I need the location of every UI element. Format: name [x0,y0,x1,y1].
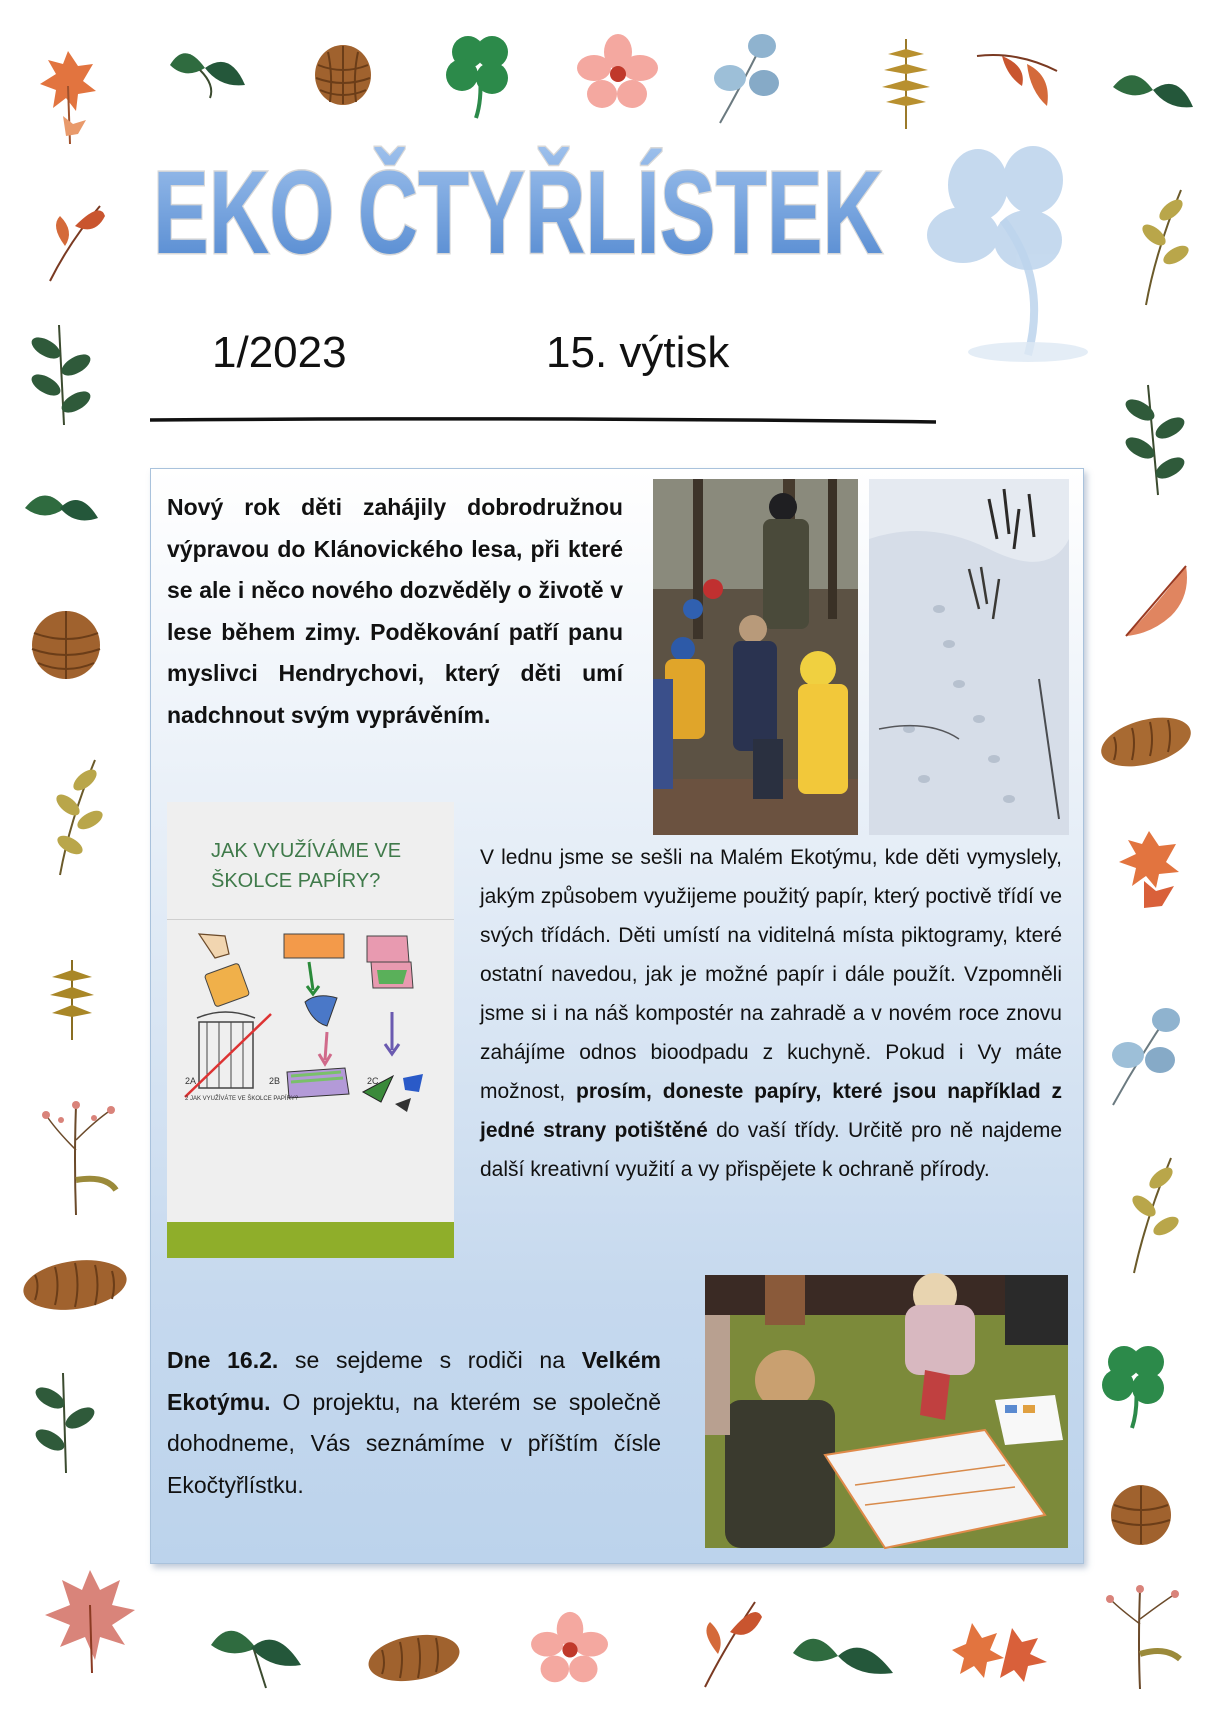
pine-cone-icon [364,1628,464,1688]
autumn-leaf-icon [952,1618,1052,1688]
paper-article [480,838,1062,1189]
red-leaves-icon [690,1592,770,1692]
poster-fold-line [167,919,454,920]
paper-text-before: V lednu jsme se sešli na Malém Ekotýmu, kde děti vymyslely, jakým způsobem využijeme použitý papír, který poctivě třídí ve svých třídách. Děti umístí na viditelná místa piktogramy, které ostatní navedou, jak je možné papír i dále použít. Vzpomněli jsme si i na náš kompostér na zahradě a v novém roce znovu zahájíme odnos bioodpadu z kuchyně. Pokud i Vy máte možnost, [480,846,1062,1103]
meeting-text-after: O projektu, na kterém se společně dohodneme, Vás seznámíme v příštím čísle Ekočtyřlístku. [167,1388,661,1498]
forest-photo [653,479,858,835]
yellow-leaves-icon [1116,1148,1186,1278]
fern-icon [42,955,102,1045]
meeting-team: Velkém Ekotýmu. [167,1347,661,1415]
issue-number: 1/2023 [212,328,347,377]
intro-article: Nový rok děti zahájily dobrodružnou výpravou do Klánovického lesa, při které se ale i něco nového dozvěděly o životě v lese během zimy. Poděkování patří panu myslivci Hendrychovi, který děti umí nadchnout svým vyprávěním. [167,494,623,728]
green-leaves-icon [788,1618,898,1698]
dried-flower-icon [36,1090,126,1220]
poster-label-2a: 2A [185,1076,197,1086]
poster-heading-2: ŠKOLCE PAPÍRY? [211,870,381,892]
pine-cone-icon [26,605,106,685]
fern-icon [876,34,936,134]
divider [150,408,936,414]
poster-label-2c: 2C [367,1076,379,1086]
yellow-leaves-icon [40,750,110,880]
green-leaves-icon [20,478,100,538]
green-leaves-icon [160,40,250,100]
autumn-leaf-icon [38,46,98,146]
paper-text-after: do vaší třídy. Určitě pro ně najdeme další kreativní využití a vy přispějete k ochraně přírody. [480,1119,1063,1181]
watercolor-clover-icon [918,140,1108,370]
pink-flower-icon [578,34,658,110]
clover-icon [1096,1340,1176,1430]
green-leaves-icon [1118,380,1188,500]
snow-tracks-photo [869,479,1069,835]
pink-flower-icon [532,1610,608,1686]
pine-cone-icon [1106,1480,1176,1550]
pine-cone-icon [20,1255,130,1315]
red-leaves-icon [972,46,1062,116]
yellow-leaves-icon [1126,180,1196,310]
meeting-article [167,1340,661,1506]
poster-caption: 2 JAK VYUŽÍVÁTE VE ŠKOLCE PAPÍRY? [185,1096,299,1102]
meeting-date: Dne 16.2. [167,1347,279,1373]
autumn-leaf-icon [40,1565,140,1675]
autumn-leaf-icon [1116,556,1196,646]
autumn-leaf-icon [1114,826,1184,926]
paper-text-bold: prosím, doneste papíry, které jsou například z jedné strany potištěné [480,1080,1062,1142]
green-leaves-icon [206,1610,306,1690]
dried-flower-icon [1100,1574,1190,1694]
title-text: EKO ČTYŘLÍSTEK [153,147,1183,279]
meeting-text-mid: se sejdeme s rodiči na [278,1347,582,1373]
poster-table-surface [167,1222,454,1258]
paper-reuse-poster [167,802,454,1258]
pine-cone-icon [1096,712,1196,772]
poster-heading-1: JAK VYUŽÍVÁME VE [211,840,402,862]
green-leaves-icon [24,320,94,430]
green-leaves-icon [1108,62,1198,122]
classroom-photo [705,1275,1068,1548]
issue-edition: 15. výtisk [546,328,730,377]
eucalyptus-icon [1098,1000,1188,1110]
poster-label-2b: 2B [269,1076,281,1086]
newsletter-title [148,147,1183,279]
red-leaves-icon [40,196,110,286]
eucalyptus-icon [700,28,790,128]
clover-icon [440,30,520,120]
pine-cone-icon [308,40,378,110]
green-leaves-icon [28,1368,98,1478]
